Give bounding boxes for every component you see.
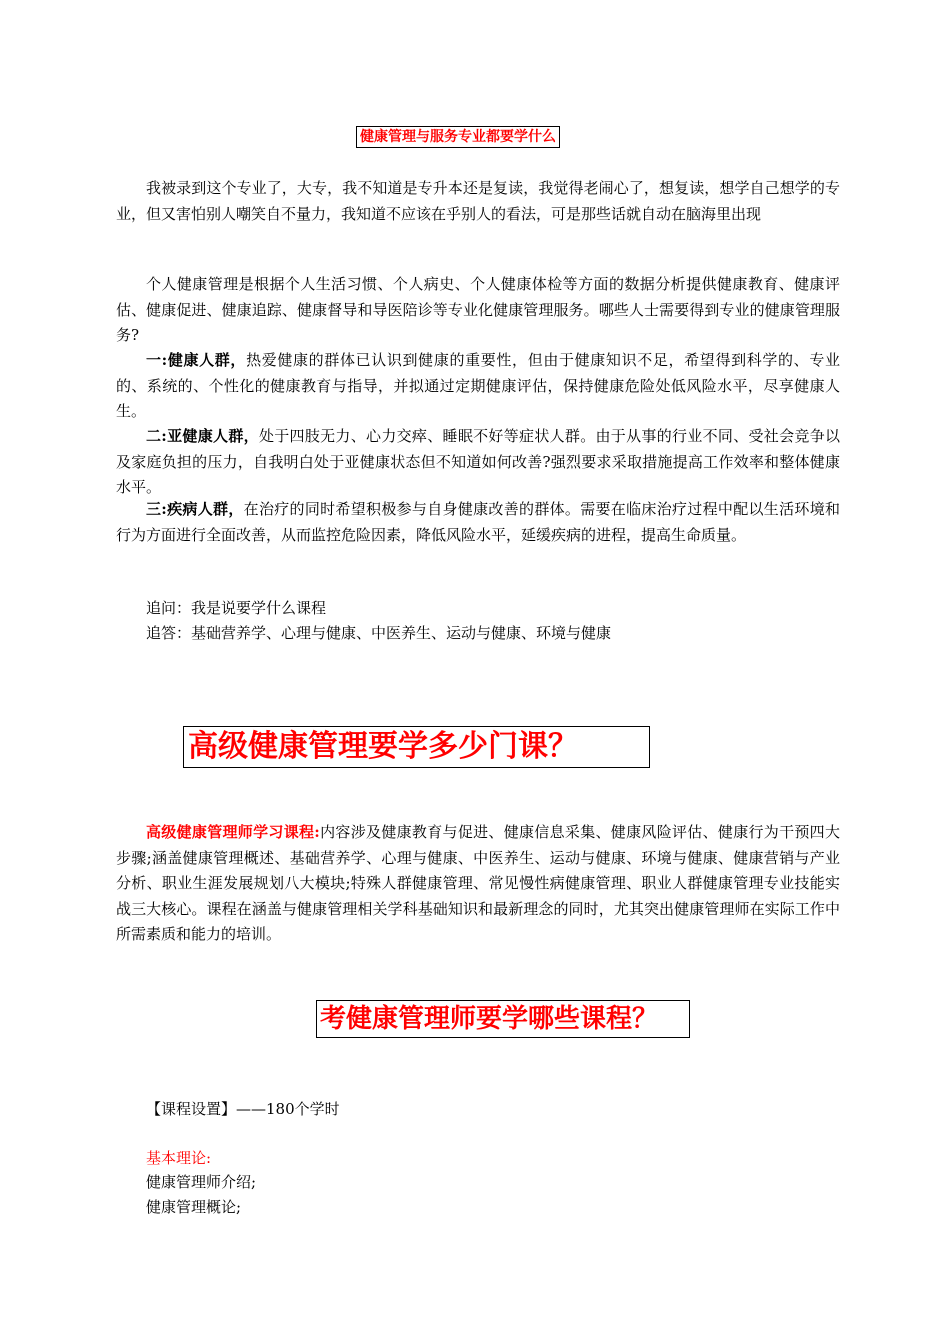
group-text-3: 在治疗的同时希望积极参与自身健康改善的群体。需要在临床治疗过程中配以生活环境和行为方面进行全面改善，从而监控危险因素，降低风险水平，延缓疾病的进程，提高生命质量。 xyxy=(116,500,840,544)
heading-advanced-courses: 高级健康管理要学多少门课？ xyxy=(183,726,650,768)
heading-exam-courses: 考健康管理师要学哪些课程？ xyxy=(316,1000,690,1038)
course-item: 健康管理师介绍; xyxy=(146,1173,257,1191)
group-label-1: 一:健康人群， xyxy=(146,351,247,369)
basic-theory-label: 基本理论: xyxy=(146,1149,212,1167)
course-setting: 【课程设置】——180个学时 xyxy=(146,1100,340,1118)
advanced-course-label: 高级健康管理师学习课程: xyxy=(146,823,320,841)
follow-up-answer: 追答：基础营养学、心理与健康、中医养生、运动与健康、环境与健康 xyxy=(146,624,612,642)
intro-paragraph: 我被录到这个专业了，大专，我不知道是专升本还是复读，我觉得老闹心了，想复读，想学自己想学的专业，但又害怕别人嘲笑自不量力，我知道不应该在乎别人的看法，可是那些话就自动在脑海里出现 xyxy=(116,179,840,223)
group-text-2: 处于四肢无力、心力交瘁、睡眠不好等症状人群。由于从事的行业不同、受社会竞争以及家庭负担的压力，自我明白处于亚健康状态但不知道如何改善?强烈要求采取措施提高工作效率和整体健康水平。 xyxy=(116,427,840,497)
definition-paragraph: 个人健康管理是根据个人生活习惯、个人病史、个人健康体检等方面的数据分析提供健康教育、健康评估、健康促进、健康追踪、健康督导和导医陪诊等专业化健康管理服务。哪些人士需要得到专业的健康管理服务? xyxy=(116,275,840,345)
group-paragraph-2 xyxy=(116,424,840,501)
course-item: 健康管理概论; xyxy=(146,1198,242,1216)
group-paragraph-3 xyxy=(116,497,840,548)
group-text-1: 热爱健康的群体已认识到健康的重要性，但由于健康知识不足，希望得到科学的、专业的、系统的、个性化的健康教育与指导，并拟通过定期健康评估，保持健康危险处低风险水平，尽享健康人生。 xyxy=(116,351,840,421)
follow-up-question: 追问：我是说要学什么课程 xyxy=(146,599,327,617)
advanced-course-paragraph xyxy=(116,820,840,948)
doc-title: 健康管理与服务专业都要学什么 xyxy=(356,126,560,148)
group-paragraph-1 xyxy=(116,348,840,425)
group-label-2: 二:亚健康人群， xyxy=(146,427,259,445)
group-label-3: 三:疾病人群， xyxy=(146,500,244,518)
advanced-course-text: 内容涉及健康教育与促进、健康信息采集、健康风险评估、健康行为干预四大步骤;涵盖健康管理概述、基础营养学、心理与健康、中医养生、运动与健康、环境与健康、健康营销与产业分析、职业生涯发展规划八大模块;特殊人群健康管理、常见慢性病健康管理、职业人群健康管理专业技能实战三大核心。课程在涵盖与健康管理相关学科基础知识和最新理念的同时，尤其突出健康管理师在实际工作中所需素质和能力的培训。 xyxy=(116,823,840,944)
